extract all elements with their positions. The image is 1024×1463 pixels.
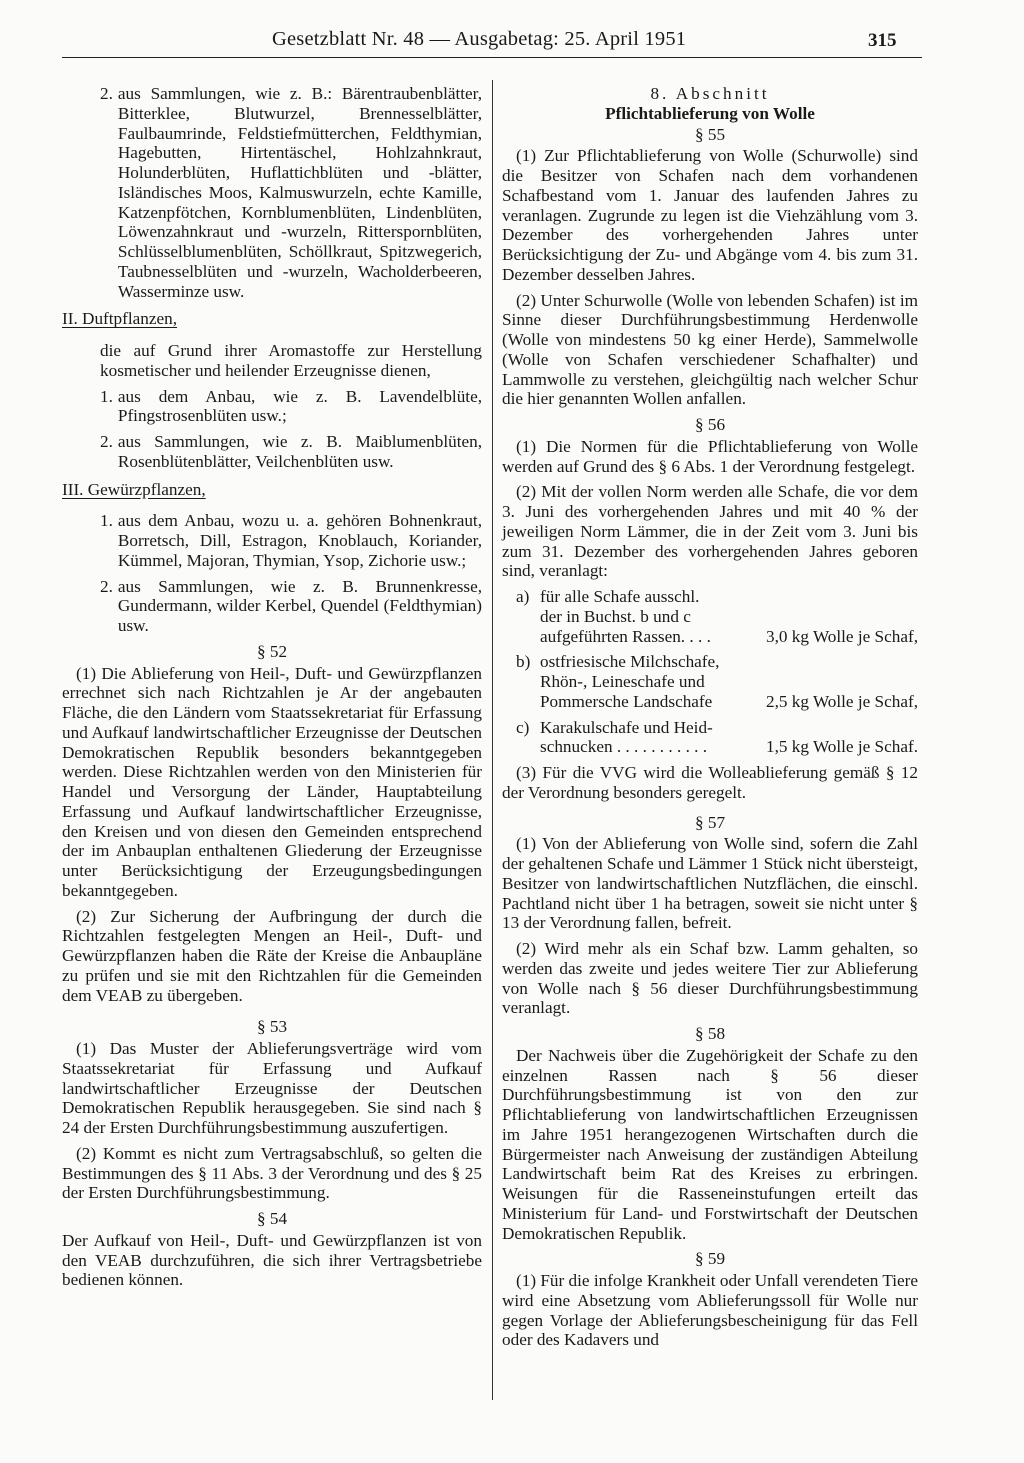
page-number: 315: [868, 30, 897, 51]
rate-line: Pommersche Landschafe: [540, 691, 713, 711]
rate-amount: 1,5 kg Wolle je Schaf.: [765, 737, 918, 757]
paragraph: (1) Die Ablieferung von Heil-, Duft- und Gewürzpflanzen errechnet sich nach Richtzahlen je Ar der angebauten Fläche, die den Ländern vom Staatssekretariat für Erfassung und Aufkauf landwirtschaftlicher Erzeugnisse der Deutschen Demokratischen Republik besonders bekanntgegeben werden. Diese Richtzahlen werden von den Ministerien für Handel und Versorgung der Länder, Hauptabteilung Erfassung und Aufkauf landwirtschaftlicher Erzeugnisse, den Kreisen und von diesen den Gemeinden entsprechend der im Anbauplan enthaltenen Gliederung der Erzeugnisse unter Berücksichtigung der Erzeugungsbedingungen bekanntgegeben.: [62, 663, 482, 900]
header-rule: [62, 57, 922, 58]
rate-letter: b): [516, 652, 531, 672]
paragraph: (1) Für die infolge Krankheit oder Unfall verendeten Tiere wird eine Absetzung vom Ablieferungssoll für Wolle nur gegen Vorlage der Ablieferungsbescheinigung für das Fell oder des Kadavers und: [502, 1271, 918, 1350]
section-label: III. Gewürzpflanzen,: [62, 479, 206, 499]
rate-line: ostfriesische Milchschafe,: [540, 652, 720, 672]
list-text: aus dem Anbau, wozu u. a. gehören Bohnenkraut, Borretsch, Dill, Estragon, Knoblauch, Koriander, Kümmel, Majoran, Thymian, Ysop, Zichorie usw.;: [117, 511, 482, 570]
section-sign: § 55: [694, 124, 726, 144]
paragraph: Der Aufkauf von Heil-, Duft- und Gewürzpflanzen ist von den VEAB durchzuführen, die sich ihrer Vertragsbetriebe bedienen können.: [62, 1230, 482, 1290]
rate-description: [540, 718, 741, 758]
paragraph: (1) Von der Ablieferung von Wolle sind, sofern die Zahl der gehaltenen Schafe und Lämmer 1 Stück nicht übersteigt, Besitzer von landwirtschaftlichen Nutzflächen, die einschl. Pachtland nicht über 1 ha betragen, soweit sie nicht unter § 13 der Verordnung fallen, befreit.: [502, 834, 918, 933]
right-column: [502, 84, 918, 1356]
list-text: aus Sammlungen, wie z. B. Maiblumenblüten, Rosenblütenblätter, Veilchenblüten usw.: [117, 432, 482, 471]
rate-line: schnucken . . . . . . . . . . .: [540, 737, 708, 757]
wool-rate-c: [502, 718, 918, 758]
list-item: [62, 577, 482, 636]
list-text: aus dem Anbau, wie z. B. Lavendelblüte, Pfingstrosenblüten usw.;: [117, 386, 482, 426]
rate-letter: a): [516, 587, 530, 606]
section-sign: § 56: [694, 415, 726, 434]
rate-line: der in Buchst. b und c: [540, 606, 691, 626]
left-column: [62, 84, 482, 1296]
rate-line: Karakulschafe und Heid-: [540, 717, 713, 737]
list-item: [62, 511, 482, 570]
rate-letter: c): [516, 717, 530, 737]
section-label: II. Duftpflanzen,: [62, 309, 178, 329]
list-number: 2.: [100, 576, 113, 596]
header-title: Gesetzblatt Nr. 48 — Ausgabetag: 25. April 1951: [272, 28, 687, 50]
section-sign: § 53: [256, 1017, 288, 1037]
section-sign: § 54: [256, 1209, 288, 1228]
paragraph: die auf Grund ihrer Aromastoffe zur Herstellung kosmetischer und heilender Erzeugnisse dienen,: [100, 341, 482, 380]
rate-line: für alle Schafe ausschl.: [540, 587, 700, 606]
paragraph: (2) Wird mehr als ein Schaf bzw. Lamm gehalten, so werden das zweite und jedes weitere Tier zur Ablieferung von Wolle nach § 56 dieser Durchführungsbestimmung veranlagt.: [502, 939, 918, 1018]
rate-line: aufgeführten Rassen. . . .: [540, 626, 711, 646]
list-item: [62, 432, 482, 472]
list-number: 2.: [100, 84, 113, 103]
wool-rate-b: [502, 652, 918, 711]
list-text: aus Sammlungen, wie z. B.: Bärentraubenblätter, Bitterklee, Blutwurzel, Brennesselblätter, Faulbaumrinde, Feldstiefmütterchen, Feldthymian, Hagebutten, Hirtentäschel, Hohlzahnkraut, Holunderblüten, Huflattichblüten und -blätter, Isländisches Moos, Kalmuswurzeln, echte Kamille, Katzenpfötchen, Kornblumenblüten, Lindenblüten, Löwenzahnkraut und -wurzeln, Ritterspornblüten, Schlüsselblumenblüten, Schöllkraut, Spitzwegerich, Taubnesselblüten und -wurzeln, Wacholderbeeren, Wasserminze usw.: [117, 84, 482, 301]
section-heading-iii: [62, 480, 482, 500]
list-item: [62, 387, 482, 427]
wool-rate-a: [502, 587, 918, 646]
paragraph: (2) Mit der vollen Norm werden alle Schafe, die vor dem 3. Juni des vorhergehenden Jahres und mit 40 % der jeweiligen Norm Lämmer, die in der Zeit vom 3. Juni bis zum 31. Dezember des vorhergehenden Jahres geboren sind, veranlagt:: [502, 482, 918, 581]
rate-description: [540, 587, 740, 646]
paragraph: (1) Die Normen für die Pflichtablieferung von Wolle werden auf Grund des § 6 Abs. 1 der Verordnung festgelegt.: [502, 436, 918, 476]
list-text: aus Sammlungen, wie z. B. Brunnenkresse, Gundermann, wilder Kerbel, Quendel (Feldthymian) usw.: [117, 576, 482, 635]
rate-amount: 3,0 kg Wolle je Schaf,: [765, 626, 918, 646]
section-sign: § 59: [694, 1249, 726, 1269]
section-heading-ii: [62, 309, 482, 329]
paragraph: (1) Das Muster der Ablieferungsverträge wird vom Staatssekretariat für Erfassung und Aufkauf landwirtschaftlicher Erzeugnisse der Deutschen Demokratischen Republik herausgegeben. Sie sind nach § 24 der Ersten Durchführungsbestimmung auszufertigen.: [62, 1039, 482, 1137]
list-number: 2.: [100, 432, 113, 451]
paragraph: (2) Zur Sicherung der Aufbringung der durch die Richtzahlen festgelegten Mengen an Heil-, Duft- und Gewürzpflanzen haben die Räte der Kreise die Anbaupläne zu prüfen und sie mit den Richtzahlen für die Gemeinden dem VEAB zu übergeben.: [62, 906, 482, 1005]
column-divider: [492, 80, 493, 1400]
section-sign: § 57: [694, 812, 726, 832]
rate-line: Rhön-, Leineschafe und: [540, 672, 705, 691]
rate-description: [540, 652, 745, 711]
paragraph: (2) Unter Schurwolle (Wolle von lebenden Schafen) ist im Sinne dieser Durchführungsbestimmung Herdenwolle (Wolle von mindestens 50 kg einer Herde), Sammelwolle (Wolle von Schafen verschiedener Schafhalter) und Lammwolle zu verstehen, gleichgültig nach welcher Schur die hier genannten Wollen anfallen.: [502, 290, 918, 409]
list-item-collections: [62, 84, 482, 301]
section-ii-intro: [62, 341, 482, 381]
list-number: 1.: [100, 511, 113, 531]
paragraph: (3) Für die VVG wird die Wolleablieferung gemäß § 12 der Verordnung besonders geregelt.: [502, 763, 918, 802]
paragraph: (2) Kommt es nicht zum Vertragsabschluß, so gelten die Bestimmungen des § 11 Abs. 3 der Verordnung und des § 25 der Ersten Durchführungsbestimmung.: [62, 1143, 482, 1203]
section-sign: § 58: [694, 1024, 726, 1043]
rate-amount: 2,5 kg Wolle je Schaf,: [765, 691, 918, 711]
chapter-title: Pflichtablieferung von Wolle: [605, 103, 815, 123]
paragraph: (1) Zur Pflichtablieferung von Wolle (Schurwolle) sind die Besitzer von Schafen nach dem vorhandenen Schafbestand vom 1. Januar des laufenden Jahres zu veranlagen. Zugrunde zu legen ist die Viehzählung vom 3. Dezember des vorhergehenden Jahres unter Berücksichtigung der Zu- und Abgänge vom 4. bis zum 31. Dezember desselben Jahres.: [502, 146, 918, 284]
section-sign: § 52: [256, 641, 288, 661]
chapter-number: 8. Abschnitt: [650, 84, 770, 103]
page-header: [0, 28, 1024, 58]
paragraph: Der Nachweis über die Zugehörigkeit der Schafe zu den einzelnen Rassen nach § 56 dieser Durchführungsbestimmung ist von den zur Pflichtablieferung von landwirtschaftlichen Erzeugnissen im Jahre 1951 herangezogenen Wirtschaften durch die Bürgermeister nach Anweisung der zuständigen Abteilung Landwirtschaft beim Rat des Kreises zu erbringen. Weisungen für die Rasseneinstufungen erteilt das Ministerium für Land- und Forstwirtschaft der Deutschen Demokratischen Republik.: [502, 1045, 918, 1243]
list-number: 1.: [100, 386, 113, 406]
